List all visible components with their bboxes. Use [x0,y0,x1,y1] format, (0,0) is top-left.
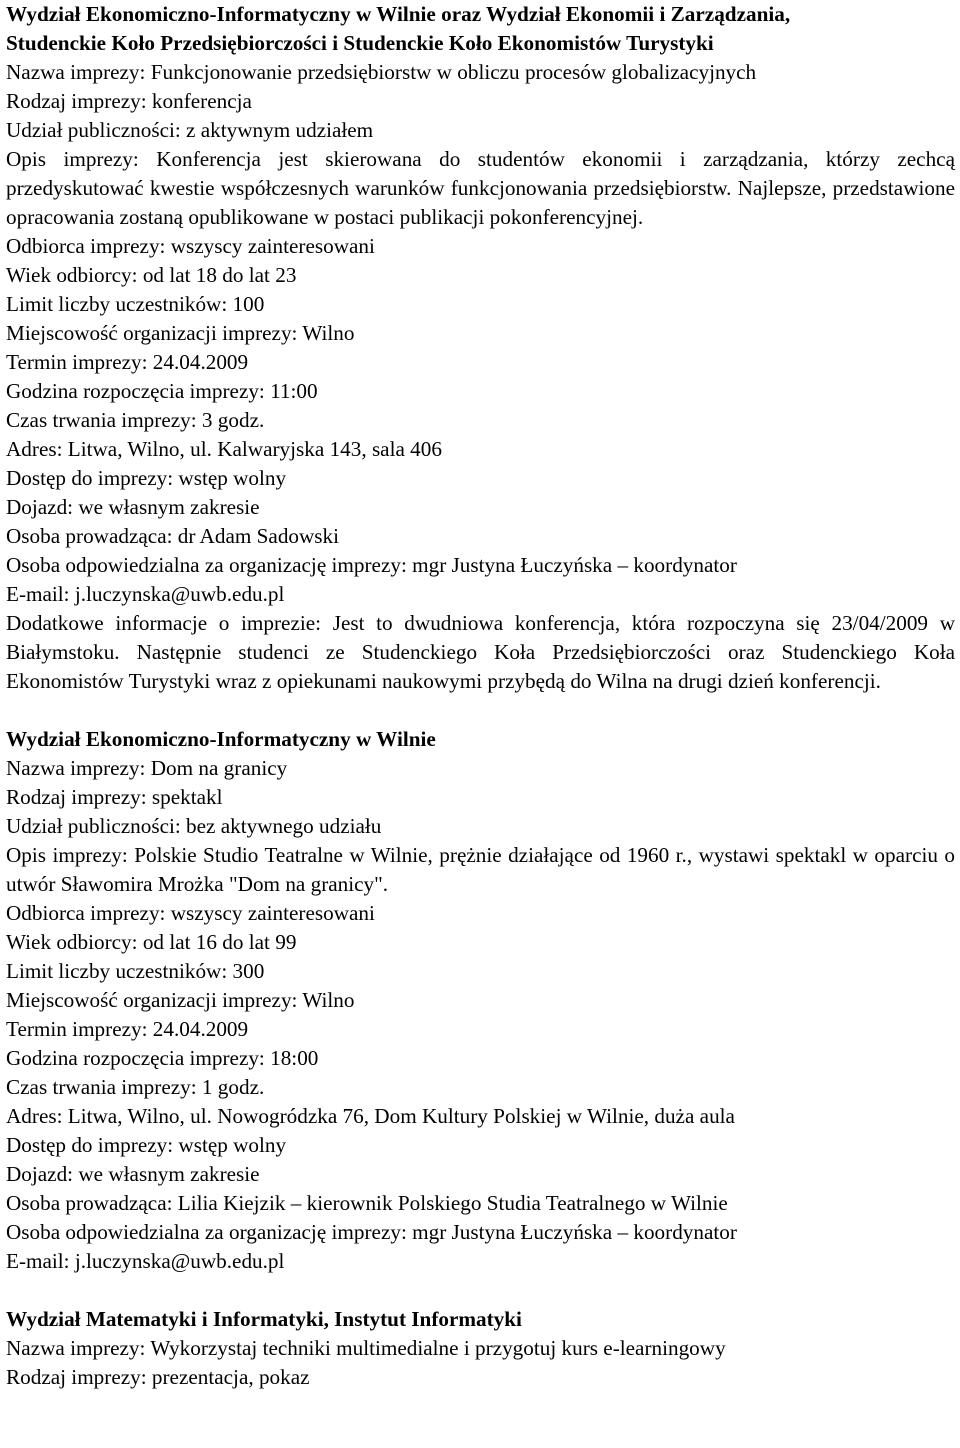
event-start-time: Godzina rozpoczęcia imprezy: 11:00 [6,379,318,403]
event-type: Rodzaj imprezy: konferencja [6,89,252,113]
event-access: Dostęp do imprezy: wstęp wolny [6,466,287,490]
event-type: Rodzaj imprezy: prezentacja, pokaz [6,1365,310,1389]
document [6,0,955,1392]
section-heading-line: Wydział Ekonomiczno-Informatyczny w Wilnie oraz Wydział Ekonomii i Zarządzania, [6,2,791,26]
section-heading: Wydział Ekonomiczno-Informatyczny w Wilnie [6,727,436,751]
participant-limit: Limit liczby uczestników: 300 [6,959,265,983]
event-date: Termin imprezy: 24.04.2009 [6,350,249,374]
event-access: Dostęp do imprezy: wstęp wolny [6,1133,287,1157]
event-description: Opis imprezy: Polskie Studio Teatralne w Wilnie, prężnie działające od 1960 r., wystawi spektakl w oparciu o utwór Sławomira Mrożka "Dom na granicy". [6,843,955,896]
event-address: Adres: Litwa, Wilno, ul. Nowogródzka 76, Dom Kultury Polskiej w Wilnie, duża aula [6,1104,735,1128]
event-host: Osoba prowadząca: Lilia Kiejzik – kierownik Polskiego Studia Teatralnego w Wilnie [6,1191,728,1215]
event-section-3 [6,1305,955,1392]
section-spacer [6,1276,955,1305]
event-duration: Czas trwania imprezy: 1 godz. [6,1075,265,1099]
event-section-1 [6,0,955,696]
event-organizer: Osoba odpowiedzialna za organizację imprezy: mgr Justyna Łuczyńska – koordynator [6,553,737,577]
event-host: Osoba prowadząca: dr Adam Sadowski [6,524,340,548]
event-section-2 [6,725,955,1276]
audience-age: Wiek odbiorcy: od lat 16 do lat 99 [6,930,297,954]
event-name: Nazwa imprezy: Wykorzystaj techniki multimedialne i przygotuj kurs e-learningowy [6,1336,726,1360]
event-name: Nazwa imprezy: Funkcjonowanie przedsiębiorstw w obliczu procesów globalizacyjnych [6,60,757,84]
audience-age: Wiek odbiorcy: od lat 18 do lat 23 [6,263,297,287]
section-heading: Wydział Matematyki i Informatyki, Instytut Informatyki [6,1307,522,1331]
event-type: Rodzaj imprezy: spektakl [6,785,223,809]
audience-participation: Udział publiczności: z aktywnym udziałem [6,118,374,142]
event-location: Miejscowość organizacji imprezy: Wilno [6,321,355,345]
section-spacer [6,696,955,725]
event-name: Nazwa imprezy: Dom na granicy [6,756,288,780]
section-heading-line: Studenckie Koło Przedsiębiorczości i Studenckie Koło Ekonomistów Turystyki [6,31,714,55]
participant-limit: Limit liczby uczestników: 100 [6,292,265,316]
event-location: Miejscowość organizacji imprezy: Wilno [6,988,355,1012]
audience-participation: Udział publiczności: bez aktywnego udziału [6,814,382,838]
event-audience: Odbiorca imprezy: wszyscy zainteresowani [6,234,375,258]
event-address: Adres: Litwa, Wilno, ul. Kalwaryjska 143, sala 406 [6,437,442,461]
event-start-time: Godzina rozpoczęcia imprezy: 18:00 [6,1046,319,1070]
event-transport: Dojazd: we własnym zakresie [6,1162,260,1186]
event-email: E-mail: j.luczynska@uwb.edu.pl [6,1249,285,1273]
event-audience: Odbiorca imprezy: wszyscy zainteresowani [6,901,375,925]
event-date: Termin imprezy: 24.04.2009 [6,1017,249,1041]
event-email: E-mail: j.luczynska@uwb.edu.pl [6,582,285,606]
event-additional-info: Dodatkowe informacje o imprezie: Jest to dwudniowa konferencja, która rozpoczyna się 23/04/2009 w Białymstoku. Następnie studenci ze Studenckiego Koła Przedsiębiorczości oraz Studenckiego Koła Ekonomistów Turystyki wraz z opiekunami naukowymi przybędą do Wilna na drugi dzień konferencji. [6,611,955,693]
event-duration: Czas trwania imprezy: 3 godz. [6,408,265,432]
event-transport: Dojazd: we własnym zakresie [6,495,260,519]
event-description: Opis imprezy: Konferencja jest skierowana do studentów ekonomii i zarządzania, którzy zechcą przedyskutować kwestie współczesnych warunków funkcjonowania przedsiębiorstw. Najlepsze, przedstawione opracowania zostaną opublikowane w postaci publikacji pokonferencyjnej. [6,147,955,229]
event-organizer: Osoba odpowiedzialna za organizację imprezy: mgr Justyna Łuczyńska – koordynator [6,1220,737,1244]
